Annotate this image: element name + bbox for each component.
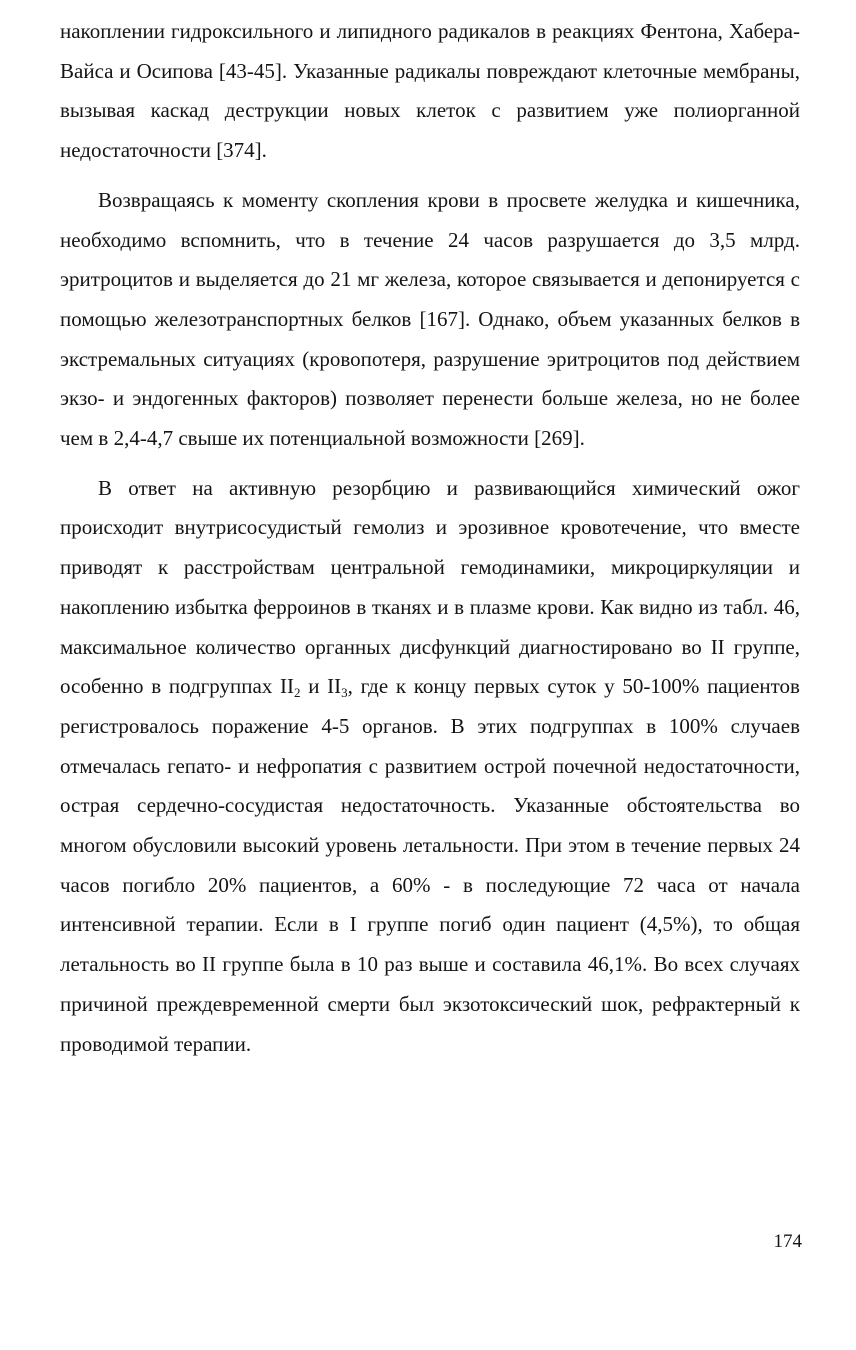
paragraph-3-part-2: и II — [300, 674, 342, 699]
paragraph-2: Возвращаясь к моменту скопления крови в просвете желудка и кишечника, необходимо вспомнить, что в течение 24 часов разрушается до 3,5 млрд. эритроцитов и выделяется до 21 мг железа, которое связывается и депонируется с помощью железотранспортных белков [167]. Однако, объем указанных белков в экстремальных ситуациях (кровопотеря, разрушение эритроцитов под действием экзо- и эндогенных факторов) позволяет перенести больше железа, но не более чем в 2,4-4,7 свыше их потенциальной возможности [269]. — [60, 187, 800, 451]
document-page — [60, 12, 800, 1064]
paragraph-1: накоплении гидроксильного и липидного радикалов в реакциях Фентона, Хабера-Вайса и Осипова [43-45]. Указанные радикалы повреждают клеточные мембраны, вызывая каскад деструкции новых клеток с развитием уже полиорганной недостаточности [374]. — [60, 19, 800, 163]
paragraph-3-part-1: В ответ на активную резорбцию и развивающийся химический ожог происходит внутрисосудистый гемолиз и эрозивное кровотечение, что вместе приводят к расстройствам центральной гемодинамики, микроциркуляции и накоплению избытка ферроинов в тканях и в плазме крови. Как видно из табл. 46, максимальное количество органных дисфункций диагностировано во II группе, особенно в подгруппах II — [60, 475, 800, 699]
page-number: 174 — [773, 1231, 802, 1252]
paragraph-3 — [60, 469, 800, 1065]
paragraph-3-part-3: , где к концу первых суток у 50-100% пациентов регистровалось поражение 4-5 органов. В этих подгруппах в 100% случаев отмечалась гепато- и нефропатия с развитием острой почечной недостаточности, острая сердечно-сосудистая недостаточность. Указанные обстоятельства во многом обусловили высокий уровень летальности. При этом в течение первых 24 часов погибло 20% пациентов, а 60% - в последующие 72 часа от начала интенсивной терапии. Если в I группе погиб один пациент (4,5%), то общая летальность во II группе была в 10 раз выше и составила 46,1%. Во всех случаях причиной преждевременной смерти был экзотоксический шок, рефрактерный к проводимой терапии. — [60, 674, 800, 1056]
subscript-2: 2 — [294, 685, 301, 701]
subscript-3: 3 — [341, 685, 348, 701]
